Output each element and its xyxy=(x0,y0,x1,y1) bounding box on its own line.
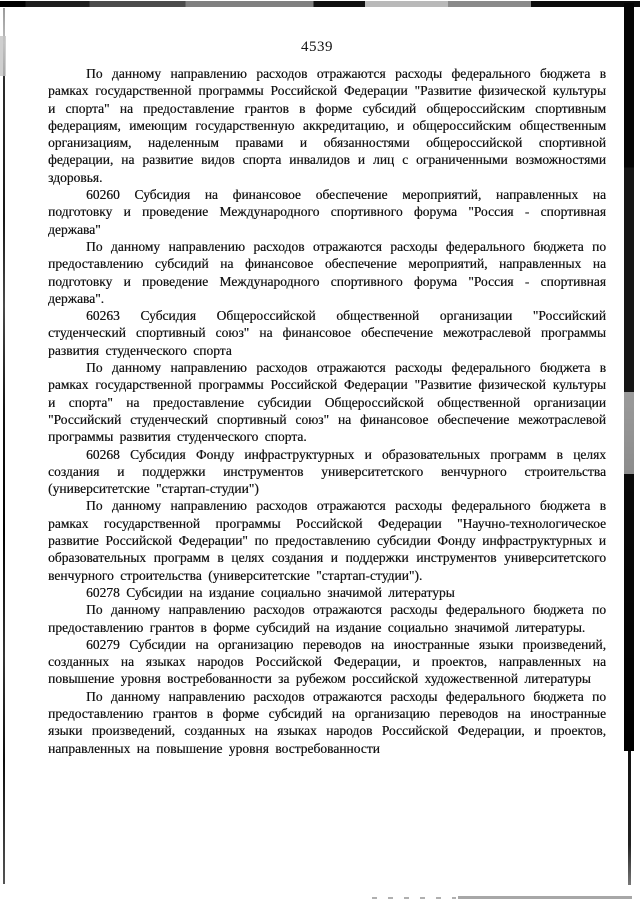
scan-artifact-top-edge xyxy=(0,1,640,7)
paragraph: По данному направлению расходов отражаются расходы федерального бюджета по предоставлению грантов в форме субсидий на издание социально значимой литературы. xyxy=(48,602,606,635)
paragraph: 60260 Субсидия на финансовое обеспечение мероприятий, направленных на подготовку и проведение Международного спортивного форума "Россия - спортивная держава" xyxy=(48,187,606,237)
paragraph: По данному направлению расходов отражаются расходы федерального бюджета в рамках государственной программы Российской Федерации "Развитие физической культуры и спорта" на предоставление грантов в форме субсидий общероссийским спортивным федерациям, имеющим государственную аккредитацию, и общероссийским общественным организациям, наделенным правами и обязанностями общероссийской спортивной федерации, на развитие видов спорта инвалидов и лиц с ограниченными возможностями здоровья. xyxy=(48,66,606,185)
document-body xyxy=(48,65,606,757)
scan-artifact-left-edge xyxy=(3,8,5,884)
paragraph: 60278 Субсидии на издание социально значимой литературы xyxy=(86,584,455,600)
paragraph: 60268 Субсидия Фонду инфраструктурных и образовательных программ в целях создания и поддержки инструментов университетского венчурного строительства (университетские "стартап-студии") xyxy=(48,446,606,497)
paragraph: 60263 Субсидия Общероссийской общественной организации "Российский студенческий спортивный союз" на финансовое обеспечение межотраслевой программы развития студенческого спорта xyxy=(48,308,606,358)
scan-artifact-bottom-line xyxy=(458,896,632,899)
paragraph: По данному направлению расходов отражаются расходы федерального бюджета по предоставлению грантов в форме субсидий на организацию переводов на иностранные языки произведений, созданных на языках народов Российской Федерации, и проектов, направленных на повышение уровня востребованности xyxy=(48,688,606,756)
paragraph: По данному направлению расходов отражаются расходы федерального бюджета по предоставлению субсидий на финансовое обеспечение мероприятий, направленных на подготовку и проведение Международного спортивного форума "Россия - спортивная держава". xyxy=(48,238,606,306)
scan-artifact-bottom-dashes xyxy=(372,897,456,899)
page-number: 4539 xyxy=(301,39,333,55)
paragraph: 60279 Субсидии на организацию переводов на иностранные языки произведений, созданных на языках народов Российской Федерации, и проектов, направленных на повышение уровня востребованности за рубежом российской художественной литературы xyxy=(48,636,606,687)
scan-artifact-right-edge xyxy=(624,3,634,751)
scan-artifact-right-edge-lower xyxy=(628,751,631,885)
paragraph: По данному направлению расходов отражаются расходы федерального бюджета в рамках государственной программы Российской Федерации "Научно-технологическое развитие Российской Федерации" по предоставлению субсидии Фонду инфраструктурных и образовательных программ в целях создания и поддержки инструментов университетского венчурного строительства (университетские "стартап-студии"). xyxy=(48,498,606,583)
paragraph: По данному направлению расходов отражаются расходы федерального бюджета в рамках государственной программы Российской Федерации "Развитие физической культуры и спорта" на предоставление субсидии Общероссийской общественной организации "Российский студенческий спортивный союз" на финансовое обеспечение межотраслевой программы развития студенческого спорта. xyxy=(48,360,606,445)
